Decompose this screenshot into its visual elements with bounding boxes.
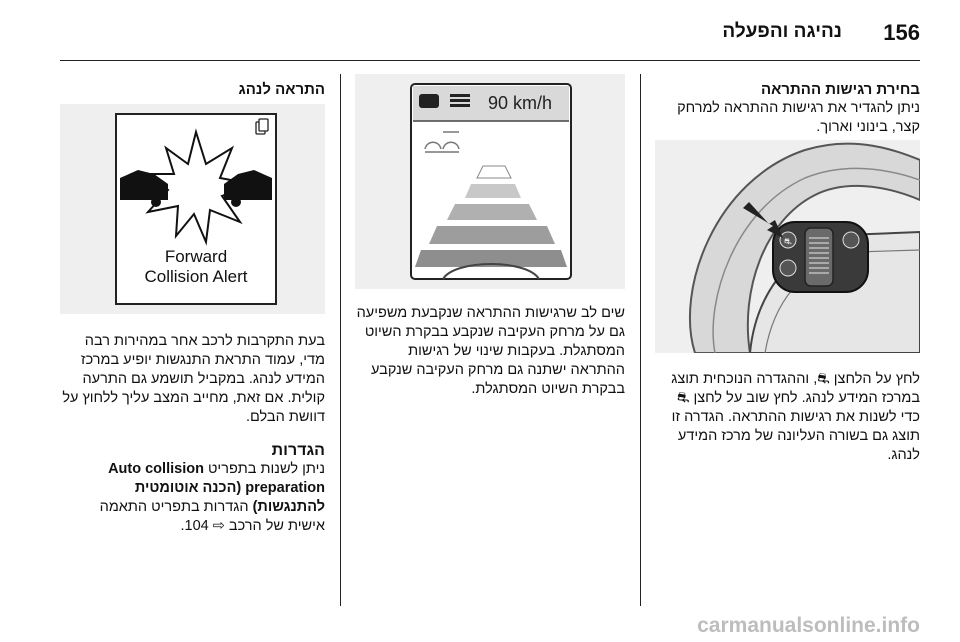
settings-option: Auto collision preparation (הכנה אוטומטית להתנגשות) [108, 461, 325, 515]
section-heading-driver-alert: התראה לנהג [238, 81, 325, 98]
settings-post: הגדרות בתפריט התאמה אישית של הרכב ⇨ 104. [99, 499, 325, 534]
section-heading-settings: הגדרות [271, 442, 325, 459]
hud-display-figure [355, 74, 625, 289]
steering-wheel-figure [655, 140, 920, 353]
driver-alert-body: בעת התקרבות לרכב אחר במהירות רבה מדי, עמוד התראת התנגשות יופיע במרכז המידע לנהג. במקביל תושמע גם התרעה קולית. אם זאת, מחייב המצב עליך ללחוץ על דוושת הבלם. [62, 333, 325, 425]
column-divider-left [340, 74, 341, 606]
hud-display-illustration [355, 74, 625, 289]
middle-column [355, 304, 625, 399]
alert-text-line2: Collision Alert [144, 267, 248, 286]
settings-pre: ניתן לשנות בתפריט [207, 461, 325, 477]
collision-alert-figure [60, 104, 325, 314]
settings-body [60, 460, 325, 536]
page-header [0, 0, 960, 60]
chapter-title: נהיגה והפעלה [722, 21, 842, 42]
left-column-heading-wrap [60, 80, 325, 99]
sensitivity-intro: ניתן להגדיר את רגישות ההתראה למרחק קצר, בינוני וארוך. [677, 100, 920, 135]
page-number: 156 [883, 20, 920, 45]
steering-wheel-illustration [655, 140, 920, 353]
svg-text:⛐: ⛐ [784, 237, 792, 247]
column-divider-right [640, 74, 641, 606]
right-column-body [655, 370, 920, 465]
right-column [655, 80, 920, 137]
watermark: carmanualsonline.info [697, 614, 920, 637]
sensitivity-body: לחץ על הלחצן ⛐, וההגדרה הנוכחית תוצג במרכז המידע לנהג. לחץ שוב על לחצן ⛐ כדי לשנות את רגישות ההתראה. הגדרה זו תוצג גם בשורה העליונה של מרכז המידע לנהג. [671, 371, 920, 463]
section-heading-sensitivity: בחירת רגישות ההתראה [761, 81, 920, 98]
collision-alert-illustration [60, 104, 325, 314]
header-rule [60, 60, 920, 61]
middle-body: שים לב שרגישות ההתראה שנקבעת משפיעה גם על מרחק העקיבה שנקבע בבקרת השיוט המסתגלת. בעקבות שינוי של רגישות ההתראה ישתנה גם מרחק העקיבה שנקבע בבקרת השיוט המסתגלת. [356, 305, 625, 397]
left-column [60, 332, 325, 536]
alert-text-line1: Forward [164, 247, 228, 266]
hud-speed: 90 km/h [488, 93, 553, 113]
